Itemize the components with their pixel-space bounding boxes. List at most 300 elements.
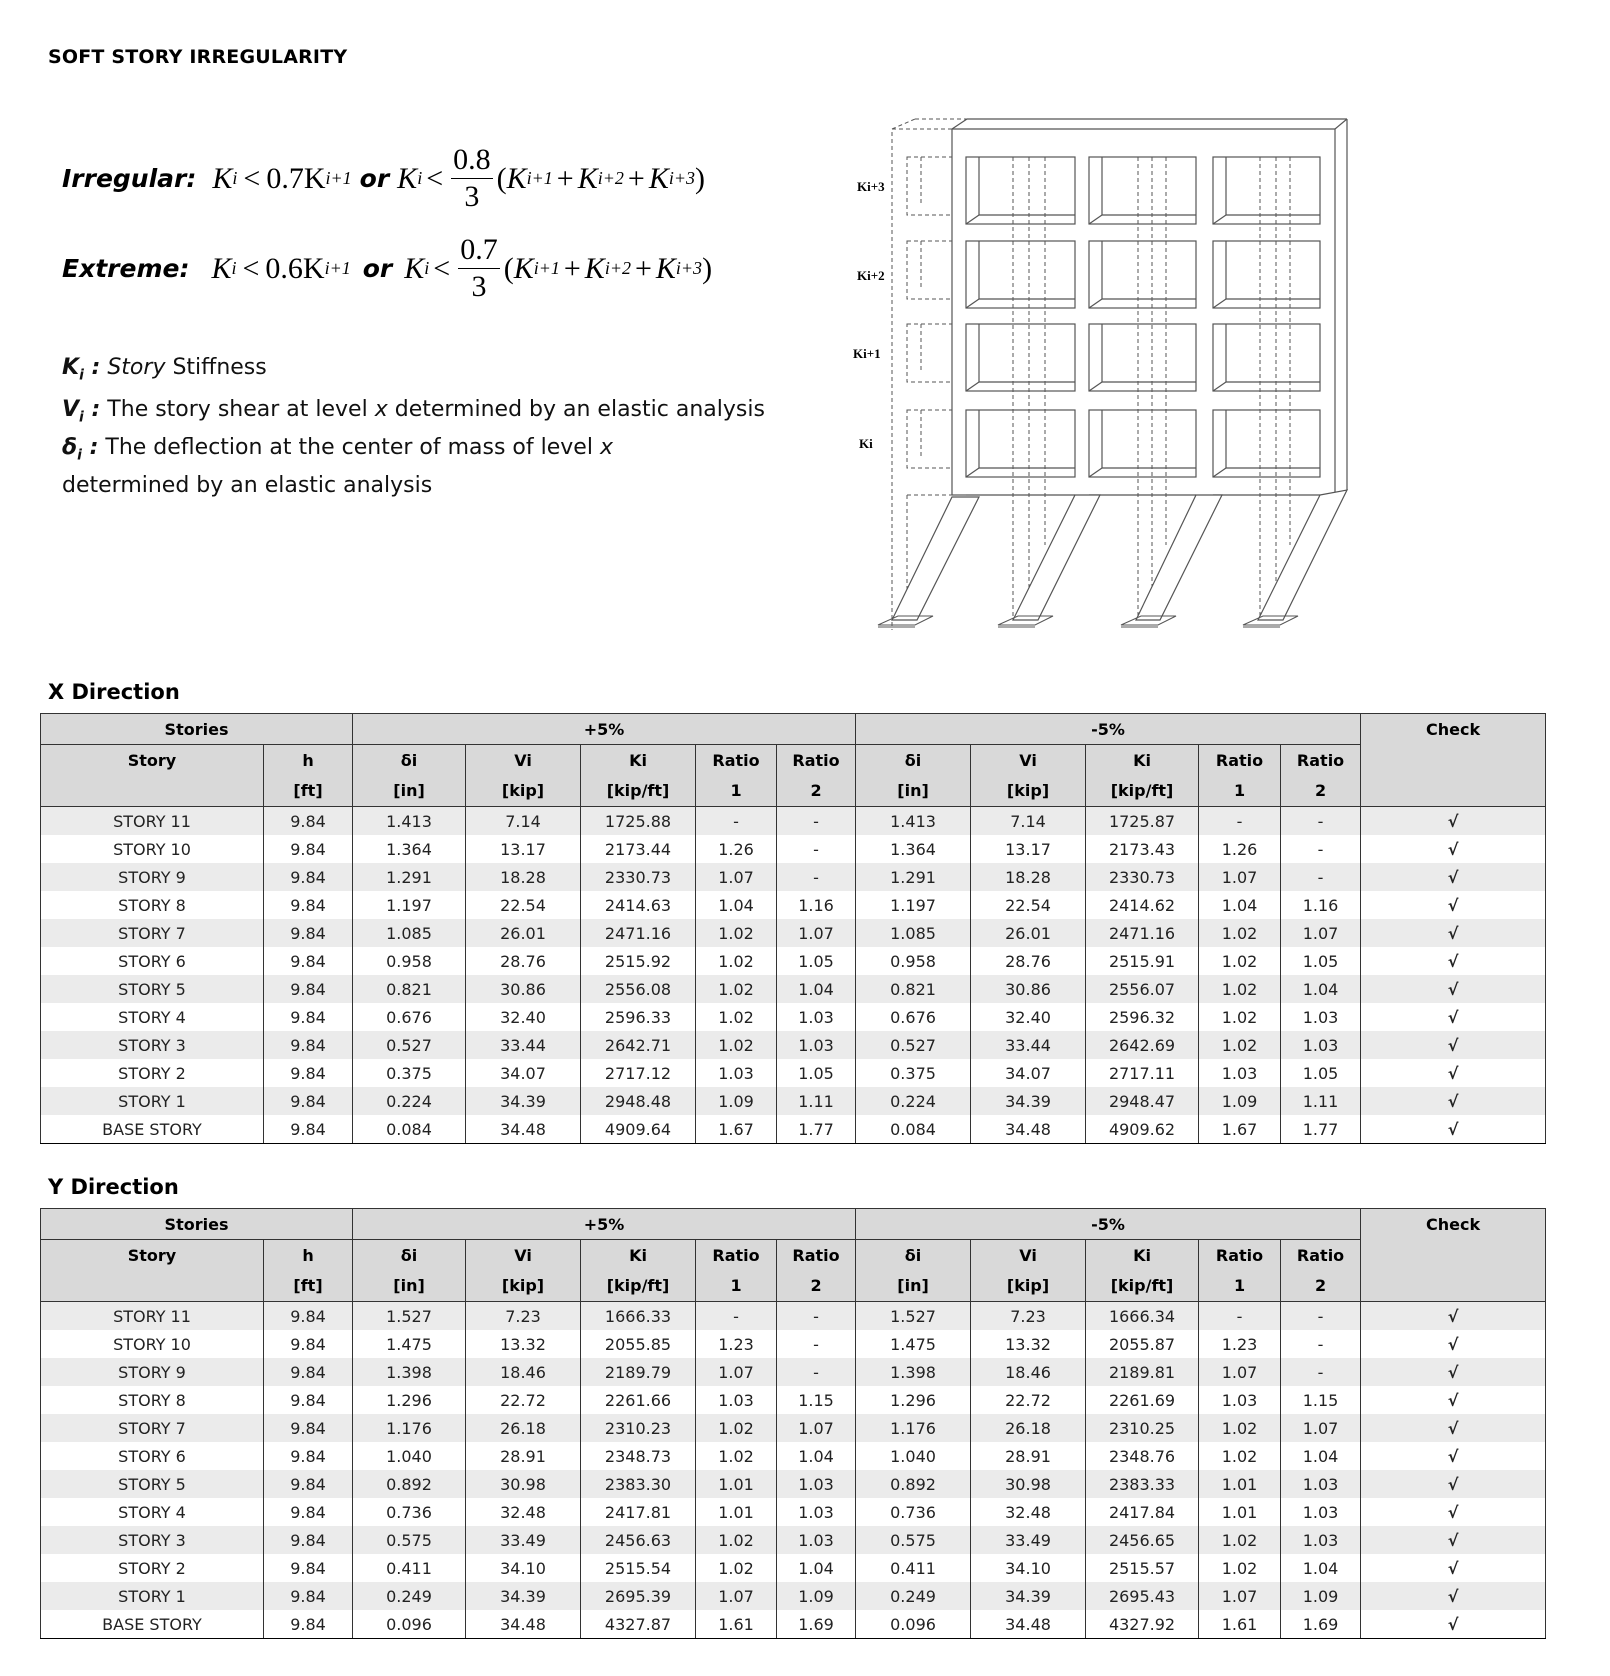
cell-di-plus: 0.958 <box>353 947 466 975</box>
cell-ratio2-plus: 1.09 <box>777 1582 856 1610</box>
formula-fraction <box>451 145 493 212</box>
cell-ratio1-minus: 1.02 <box>1199 1414 1281 1442</box>
cell-vi-minus: 34.39 <box>971 1582 1086 1610</box>
cell-ratio1-plus: 1.02 <box>696 1442 777 1470</box>
check-mark-icon: √ <box>1361 1115 1546 1144</box>
cell-ki-minus: 2383.33 <box>1086 1470 1199 1498</box>
header-story-unit <box>41 1270 264 1302</box>
cell-vi-minus: 34.48 <box>971 1115 1086 1144</box>
cell-di-plus: 1.040 <box>353 1442 466 1470</box>
table-row <box>41 807 1546 836</box>
cell-di-plus: 0.249 <box>353 1582 466 1610</box>
cell-ki-plus: 2556.08 <box>581 975 696 1003</box>
cell-ratio2-minus: 1.04 <box>1281 1442 1361 1470</box>
table-row <box>41 1498 1546 1526</box>
diagram-label: Ki <box>859 436 873 451</box>
header-h-unit: [ft] <box>264 775 353 807</box>
formula-term: 0.7K <box>266 161 326 195</box>
cell-ki-minus: 2310.25 <box>1086 1414 1199 1442</box>
table-row <box>41 1302 1546 1331</box>
diagram-label: Ki+3 <box>857 179 885 194</box>
cell-ratio2-minus: 1.11 <box>1281 1087 1361 1115</box>
cell-vi-minus: 28.91 <box>971 1442 1086 1470</box>
formula-term: K <box>577 161 598 195</box>
cell-ratio2-plus: - <box>777 1302 856 1331</box>
header-vi-unit: [kip] <box>466 1270 581 1302</box>
header-stories: Stories <box>41 1209 353 1240</box>
cell-di-minus: 0.736 <box>856 1498 971 1526</box>
check-mark-icon: √ <box>1361 835 1546 863</box>
fraction-numerator: 0.8 <box>451 145 493 179</box>
header-di-unit: [in] <box>856 775 971 807</box>
header-ratio1: Ratio <box>696 1240 777 1271</box>
cell-ratio2-plus: - <box>777 1330 856 1358</box>
legend-sep: : <box>83 397 101 422</box>
cell-ratio2-minus: 1.03 <box>1281 1031 1361 1059</box>
header-ki: Ki <box>1086 745 1199 776</box>
check-mark-icon: √ <box>1361 1470 1546 1498</box>
cell-vi-minus: 28.76 <box>971 947 1086 975</box>
header-vi: Vi <box>466 745 581 776</box>
formula-subscript: i+1 <box>533 258 560 278</box>
header-h: h <box>264 1240 353 1271</box>
table-row <box>41 891 1546 919</box>
cell-di-plus: 1.364 <box>353 835 466 863</box>
formula-subscript: i+2 <box>597 168 624 188</box>
cell-ratio1-plus: 1.09 <box>696 1087 777 1115</box>
cell-h: 9.84 <box>264 1442 353 1470</box>
header-ki-unit: [kip/ft] <box>581 1270 696 1302</box>
cell-ratio1-minus: 1.03 <box>1199 1386 1281 1414</box>
cell-ratio2-minus: 1.15 <box>1281 1386 1361 1414</box>
cell-ki-plus: 2515.54 <box>581 1554 696 1582</box>
cell-ratio2-minus: - <box>1281 835 1361 863</box>
cell-story: STORY 6 <box>41 1442 264 1470</box>
cell-h: 9.84 <box>264 1554 353 1582</box>
legend-symbol: δ <box>62 435 78 460</box>
legend-ki <box>62 355 267 383</box>
cell-ratio2-plus: 1.11 <box>777 1087 856 1115</box>
legend-symbol: V <box>62 397 80 422</box>
cell-ratio1-plus: 1.02 <box>696 947 777 975</box>
formula-or: or <box>359 164 390 193</box>
cell-ratio1-minus: 1.01 <box>1199 1470 1281 1498</box>
cell-story: STORY 9 <box>41 863 264 891</box>
cell-vi-plus: 26.01 <box>466 919 581 947</box>
cell-di-minus: 1.040 <box>856 1442 971 1470</box>
cell-vi-plus: 7.23 <box>466 1302 581 1331</box>
legend-var: x <box>599 435 613 460</box>
cell-vi-minus: 13.17 <box>971 835 1086 863</box>
cell-di-minus: 0.958 <box>856 947 971 975</box>
cell-ratio2-plus: 1.03 <box>777 1470 856 1498</box>
cell-ki-plus: 2414.63 <box>581 891 696 919</box>
cell-ki-minus: 2642.69 <box>1086 1031 1199 1059</box>
cell-story: BASE STORY <box>41 1115 264 1144</box>
cell-story: STORY 9 <box>41 1358 264 1386</box>
header-di-unit: [in] <box>353 775 466 807</box>
fraction-numerator: 0.7 <box>458 235 500 269</box>
cell-ratio2-plus: 1.03 <box>777 1498 856 1526</box>
cell-ki-minus: 4909.62 <box>1086 1115 1199 1144</box>
y-direction-table <box>40 1208 1546 1639</box>
x-direction-title: X Direction <box>48 680 180 704</box>
formula-term: K <box>211 251 232 285</box>
header-ratio2-unit: 2 <box>1281 1270 1361 1302</box>
soft-story-frame-diagram <box>845 115 1455 650</box>
check-mark-icon: √ <box>1361 1526 1546 1554</box>
legend-subscript: i <box>79 409 84 426</box>
cell-ki-minus: 2717.11 <box>1086 1059 1199 1087</box>
cell-ratio1-minus: 1.03 <box>1199 1059 1281 1087</box>
cell-ki-plus: 2456.63 <box>581 1526 696 1554</box>
check-mark-icon: √ <box>1361 891 1546 919</box>
cell-di-plus: 0.676 <box>353 1003 466 1031</box>
cell-di-minus: 0.375 <box>856 1059 971 1087</box>
cell-h: 9.84 <box>264 1470 353 1498</box>
cell-ratio1-plus: 1.03 <box>696 1386 777 1414</box>
check-mark-icon: √ <box>1361 975 1546 1003</box>
cell-ratio1-plus: - <box>696 1302 777 1331</box>
cell-ratio1-plus: 1.67 <box>696 1115 777 1144</box>
formula-operator: < <box>242 251 260 285</box>
page-title: SOFT STORY IRREGULARITY <box>48 46 348 68</box>
cell-h: 9.84 <box>264 1610 353 1639</box>
table-row <box>41 1031 1546 1059</box>
cell-vi-plus: 18.28 <box>466 863 581 891</box>
cell-di-minus: 0.224 <box>856 1087 971 1115</box>
cell-vi-plus: 34.39 <box>466 1087 581 1115</box>
cell-story: STORY 7 <box>41 1414 264 1442</box>
cell-h: 9.84 <box>264 835 353 863</box>
table-row <box>41 1526 1546 1554</box>
header-ratio2: Ratio <box>777 745 856 776</box>
cell-ki-plus: 2596.33 <box>581 1003 696 1031</box>
cell-ki-plus: 2717.12 <box>581 1059 696 1087</box>
formula-subscript: i+1 <box>324 258 351 278</box>
formula-term: K <box>212 161 233 195</box>
cell-vi-minus: 32.48 <box>971 1498 1086 1526</box>
cell-ratio2-minus: 1.05 <box>1281 947 1361 975</box>
cell-vi-plus: 13.32 <box>466 1330 581 1358</box>
cell-ratio1-minus: 1.09 <box>1199 1087 1281 1115</box>
formula-subscript: i+1 <box>526 168 553 188</box>
cell-ratio2-minus: - <box>1281 1302 1361 1331</box>
cell-vi-plus: 22.54 <box>466 891 581 919</box>
legend-subscript: i <box>79 367 84 384</box>
header-story: Story <box>41 745 264 776</box>
cell-ki-minus: 2556.07 <box>1086 975 1199 1003</box>
cell-ratio1-minus: 1.02 <box>1199 1031 1281 1059</box>
cell-ki-minus: 1725.87 <box>1086 807 1199 836</box>
cell-h: 9.84 <box>264 975 353 1003</box>
cell-h: 9.84 <box>264 919 353 947</box>
cell-ratio2-minus: 1.07 <box>1281 1414 1361 1442</box>
cell-vi-minus: 26.18 <box>971 1414 1086 1442</box>
formula-term: K <box>397 161 418 195</box>
header-di-unit: [in] <box>856 1270 971 1302</box>
cell-di-plus: 1.085 <box>353 919 466 947</box>
header-minus-5: -5% <box>856 714 1361 745</box>
cell-di-minus: 1.291 <box>856 863 971 891</box>
cell-vi-minus: 18.46 <box>971 1358 1086 1386</box>
cell-ratio1-plus: 1.01 <box>696 1470 777 1498</box>
cell-ratio2-minus: 1.16 <box>1281 891 1361 919</box>
cell-story: STORY 4 <box>41 1498 264 1526</box>
cell-h: 9.84 <box>264 1330 353 1358</box>
cell-ratio1-minus: 1.07 <box>1199 1582 1281 1610</box>
cell-ratio2-minus: 1.04 <box>1281 975 1361 1003</box>
cell-ki-minus: 2471.16 <box>1086 919 1199 947</box>
header-ratio1: Ratio <box>1199 1240 1281 1271</box>
cell-di-minus: 1.364 <box>856 835 971 863</box>
cell-h: 9.84 <box>264 1087 353 1115</box>
legend-sep: : <box>83 355 101 380</box>
cell-ki-minus: 2695.43 <box>1086 1582 1199 1610</box>
irregular-label: Irregular: <box>62 164 197 193</box>
header-vi: Vi <box>971 1240 1086 1271</box>
cell-ratio1-plus: 1.03 <box>696 1059 777 1087</box>
check-mark-icon: √ <box>1361 947 1546 975</box>
formula-term: K <box>648 161 669 195</box>
cell-ratio1-minus: 1.02 <box>1199 1003 1281 1031</box>
cell-h: 9.84 <box>264 1498 353 1526</box>
table-row <box>41 975 1546 1003</box>
cell-vi-minus: 34.48 <box>971 1610 1086 1639</box>
cell-h: 9.84 <box>264 1526 353 1554</box>
cell-vi-plus: 13.17 <box>466 835 581 863</box>
check-mark-icon: √ <box>1361 1554 1546 1582</box>
formula-subscript: i+3 <box>675 258 703 278</box>
formula-subscript: i+3 <box>668 168 695 188</box>
cell-ratio1-minus: 1.02 <box>1199 1442 1281 1470</box>
cell-ratio1-minus: 1.61 <box>1199 1610 1281 1639</box>
cell-h: 9.84 <box>264 1386 353 1414</box>
check-mark-icon: √ <box>1361 1498 1546 1526</box>
header-ratio2-unit: 2 <box>1281 775 1361 807</box>
header-ki: Ki <box>581 745 696 776</box>
cell-ki-plus: 2310.23 <box>581 1414 696 1442</box>
cell-ki-minus: 2417.84 <box>1086 1498 1199 1526</box>
cell-story: STORY 11 <box>41 807 264 836</box>
cell-vi-minus: 22.54 <box>971 891 1086 919</box>
cell-vi-plus: 28.76 <box>466 947 581 975</box>
cell-vi-minus: 34.39 <box>971 1087 1086 1115</box>
cell-ki-minus: 2055.87 <box>1086 1330 1199 1358</box>
cell-ki-minus: 2189.81 <box>1086 1358 1199 1386</box>
header-ratio2-unit: 2 <box>777 775 856 807</box>
cell-h: 9.84 <box>264 1059 353 1087</box>
formula-fraction <box>458 235 500 302</box>
cell-di-minus: 1.296 <box>856 1386 971 1414</box>
cell-h: 9.84 <box>264 807 353 836</box>
cell-vi-minus: 26.01 <box>971 919 1086 947</box>
cell-ki-plus: 2173.44 <box>581 835 696 863</box>
check-mark-icon: √ <box>1361 1358 1546 1386</box>
cell-ratio1-plus: 1.02 <box>696 1526 777 1554</box>
cell-ratio1-plus: 1.04 <box>696 891 777 919</box>
cell-ratio2-plus: 1.05 <box>777 1059 856 1087</box>
cell-vi-minus: 33.49 <box>971 1526 1086 1554</box>
fraction-denominator: 3 <box>464 180 480 213</box>
irregular-formula: Irregular: K i < 0.7K i+1 or K i < $\frac{0.8}{3}$ ( K i+1 + K i+2 + K i+3 ) <box>62 143 705 213</box>
cell-vi-minus: 34.10 <box>971 1554 1086 1582</box>
table-row <box>41 947 1546 975</box>
formula-or: or <box>362 254 393 283</box>
cell-di-plus: 0.527 <box>353 1031 466 1059</box>
table-row <box>41 1386 1546 1414</box>
cell-vi-minus: 13.32 <box>971 1330 1086 1358</box>
extreme-formula: Extreme: K i < 0.6K i+1 or K i < $\frac{0.7}{3}$ ( K i+1 + K i+2 + K i+3 ) <box>62 233 713 303</box>
cell-ki-minus: 4327.92 <box>1086 1610 1199 1639</box>
formula-operator: < <box>426 161 444 195</box>
cell-ratio1-minus: 1.02 <box>1199 1554 1281 1582</box>
legend-text: The deflection at the center of mass of level <box>98 435 600 460</box>
cell-vi-plus: 33.49 <box>466 1526 581 1554</box>
cell-di-plus: 0.375 <box>353 1059 466 1087</box>
cell-story: STORY 8 <box>41 891 264 919</box>
cell-vi-plus: 26.18 <box>466 1414 581 1442</box>
cell-di-plus: 0.084 <box>353 1115 466 1144</box>
cell-h: 9.84 <box>264 1302 353 1331</box>
check-mark-icon: √ <box>1361 1087 1546 1115</box>
cell-ratio1-minus: 1.01 <box>1199 1498 1281 1526</box>
cell-ki-plus: 2417.81 <box>581 1498 696 1526</box>
cell-vi-plus: 34.48 <box>466 1610 581 1639</box>
check-mark-icon: √ <box>1361 1003 1546 1031</box>
cell-ratio1-minus: 1.23 <box>1199 1330 1281 1358</box>
cell-ratio2-plus: - <box>777 835 856 863</box>
header-ratio1: Ratio <box>1199 745 1281 776</box>
header-di: δi <box>353 1240 466 1271</box>
cell-vi-minus: 33.44 <box>971 1031 1086 1059</box>
cell-ratio1-minus: 1.07 <box>1199 1358 1281 1386</box>
check-mark-icon: √ <box>1361 863 1546 891</box>
cell-di-plus: 1.176 <box>353 1414 466 1442</box>
cell-ratio2-plus: - <box>777 863 856 891</box>
check-mark-icon: √ <box>1361 807 1546 836</box>
cell-h: 9.84 <box>264 863 353 891</box>
cell-story: STORY 3 <box>41 1031 264 1059</box>
cell-ratio1-minus: 1.02 <box>1199 1526 1281 1554</box>
check-mark-icon: √ <box>1361 919 1546 947</box>
table-row <box>41 1470 1546 1498</box>
cell-di-plus: 0.736 <box>353 1498 466 1526</box>
cell-vi-plus: 32.40 <box>466 1003 581 1031</box>
formula-subscript: i <box>232 168 238 188</box>
header-di-unit: [in] <box>353 1270 466 1302</box>
cell-ratio1-plus: 1.02 <box>696 919 777 947</box>
header-ratio2-unit: 2 <box>777 1270 856 1302</box>
legend-di <box>62 435 613 463</box>
cell-ratio2-minus: 1.04 <box>1281 1554 1361 1582</box>
table-row <box>41 835 1546 863</box>
cell-di-plus: 1.296 <box>353 1386 466 1414</box>
cell-di-minus: 1.398 <box>856 1358 971 1386</box>
legend-text: determined by an elastic analysis <box>387 397 765 422</box>
cell-di-minus: 1.176 <box>856 1414 971 1442</box>
cell-h: 9.84 <box>264 1031 353 1059</box>
header-ki: Ki <box>1086 1240 1199 1271</box>
cell-ratio1-plus: 1.02 <box>696 1414 777 1442</box>
header-h: h <box>264 745 353 776</box>
header-ratio2: Ratio <box>1281 1240 1361 1271</box>
cell-di-minus: 1.197 <box>856 891 971 919</box>
cell-di-plus: 0.821 <box>353 975 466 1003</box>
legend-italic: Story <box>107 355 166 380</box>
header-h-unit: [ft] <box>264 1270 353 1302</box>
formula-subscript: i <box>231 258 237 278</box>
header-vi-unit: [kip] <box>466 775 581 807</box>
cell-di-minus: 1.085 <box>856 919 971 947</box>
cell-story: STORY 10 <box>41 835 264 863</box>
legend-symbol: K <box>62 355 80 380</box>
cell-ratio2-plus: 1.16 <box>777 891 856 919</box>
cell-ki-minus: 2596.32 <box>1086 1003 1199 1031</box>
table-row <box>41 1442 1546 1470</box>
cell-vi-minus: 30.98 <box>971 1470 1086 1498</box>
formula-term: K <box>506 161 527 195</box>
legend-text: Stiffness <box>165 355 267 380</box>
cell-vi-plus: 28.91 <box>466 1442 581 1470</box>
header-ki-unit: [kip/ft] <box>1086 1270 1199 1302</box>
table-row <box>41 1554 1546 1582</box>
table-row <box>41 1582 1546 1610</box>
formula-subscript: i <box>417 168 423 188</box>
header-minus-5: -5% <box>856 1209 1361 1240</box>
cell-ratio2-minus: - <box>1281 863 1361 891</box>
cell-story: STORY 1 <box>41 1582 264 1610</box>
cell-ratio1-minus: - <box>1199 1302 1281 1331</box>
cell-ki-minus: 2173.43 <box>1086 835 1199 863</box>
cell-story: STORY 2 <box>41 1059 264 1087</box>
table-row <box>41 1330 1546 1358</box>
cell-ki-plus: 1666.33 <box>581 1302 696 1331</box>
header-story-unit <box>41 775 264 807</box>
header-di: δi <box>856 745 971 776</box>
cell-ratio1-plus: 1.02 <box>696 1554 777 1582</box>
cell-vi-minus: 18.28 <box>971 863 1086 891</box>
cell-ratio1-minus: 1.67 <box>1199 1115 1281 1144</box>
cell-ki-minus: 1666.34 <box>1086 1302 1199 1331</box>
cell-h: 9.84 <box>264 891 353 919</box>
cell-story: STORY 6 <box>41 947 264 975</box>
cell-ki-minus: 2456.65 <box>1086 1526 1199 1554</box>
cell-ratio1-minus: 1.02 <box>1199 947 1281 975</box>
cell-ki-plus: 4909.64 <box>581 1115 696 1144</box>
cell-vi-plus: 34.48 <box>466 1115 581 1144</box>
cell-ratio1-plus: 1.07 <box>696 863 777 891</box>
cell-ratio2-minus: 1.03 <box>1281 1498 1361 1526</box>
cell-ki-plus: 2261.66 <box>581 1386 696 1414</box>
cell-ratio2-minus: 1.69 <box>1281 1610 1361 1639</box>
cell-ratio2-plus: 1.04 <box>777 975 856 1003</box>
check-mark-icon: √ <box>1361 1386 1546 1414</box>
header-check: Check <box>1361 1209 1546 1302</box>
cell-di-minus: 0.084 <box>856 1115 971 1144</box>
cell-di-minus: 0.527 <box>856 1031 971 1059</box>
cell-di-minus: 0.676 <box>856 1003 971 1031</box>
cell-ratio1-minus: 1.26 <box>1199 835 1281 863</box>
cell-ratio1-plus: 1.26 <box>696 835 777 863</box>
cell-vi-plus: 33.44 <box>466 1031 581 1059</box>
cell-story: STORY 2 <box>41 1554 264 1582</box>
header-story: Story <box>41 1240 264 1271</box>
diagram-label: Ki+2 <box>857 268 885 283</box>
cell-ratio1-plus: 1.61 <box>696 1610 777 1639</box>
cell-story: BASE STORY <box>41 1610 264 1639</box>
extreme-label: Extreme: <box>62 254 190 283</box>
